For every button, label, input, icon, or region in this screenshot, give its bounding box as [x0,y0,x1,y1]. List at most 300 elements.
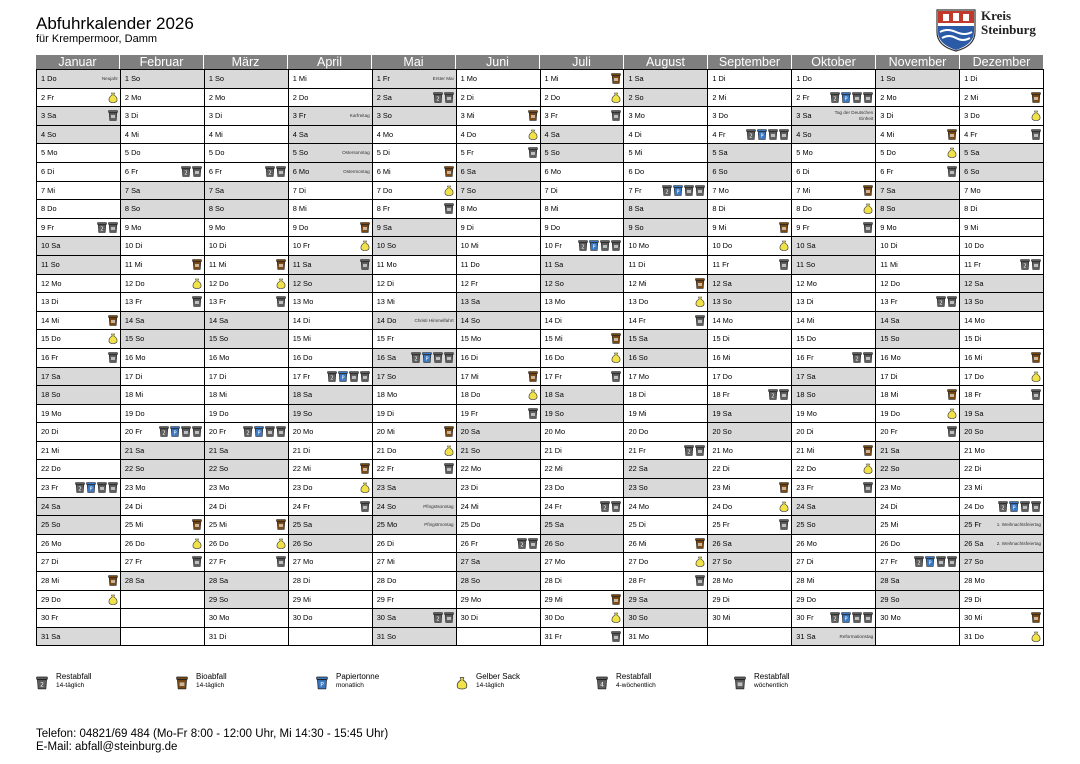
day-label: 10 Di [208,241,227,251]
day-cell [289,386,372,405]
day-label: 26 Mo [796,538,817,548]
day-cell [541,219,624,238]
day-label: 1 Mi [544,74,559,83]
day-label: 7 Do [376,185,393,195]
day-cell [624,386,707,405]
day-label: 17 Di [208,371,227,381]
pickup-icons [108,92,118,103]
day-cell [960,591,1043,610]
day-cell [373,237,456,256]
pickup-icons [695,556,705,567]
day-label: 21 Do [376,445,397,455]
day-cell [624,107,707,126]
day-cell [457,479,540,498]
holiday-label: 2. Weihnachtsfeiertag [996,540,1042,546]
day-cell [37,516,120,535]
day-label: 8 Do [796,204,812,214]
pickup-icons [327,371,370,382]
day-cell [960,628,1043,647]
day-cell [373,256,456,275]
pickup-icons [360,240,370,251]
pickup-icons [517,538,538,549]
restabfall-14-icon [830,92,840,103]
restabfall-weekly-icon [695,315,705,326]
svg-text:2: 2 [330,375,334,382]
day-label: 17 Mi [460,371,479,381]
day-label: 18 Mi [124,390,143,400]
day-label: 4 Do [460,129,477,139]
day-label: 20 Do [628,427,649,437]
day-cell [37,349,120,368]
day-label: 19 Mo [796,408,817,418]
day-cell [289,89,372,108]
day-cell [37,479,120,498]
pickup-icons [159,426,202,437]
bioabfall-icon [1031,92,1041,103]
day-cell [960,200,1043,219]
day-cell [205,405,288,424]
month-header: August [624,55,707,69]
restabfall-weekly-icon [276,166,286,177]
pickup-icons [914,556,957,567]
day-label: 9 Do [544,222,561,232]
restabfall-weekly-icon [1031,129,1041,140]
holiday-label: Erster Mai [432,76,454,81]
restabfall-14-icon [600,501,610,512]
day-label: 20 Mi [376,427,395,437]
month-header: Dezember [960,55,1043,69]
day-cell [205,126,288,145]
day-cell [541,609,624,628]
day-label: 2 Sa [376,92,392,102]
empty-cell [876,628,959,647]
bioabfall-icon [528,371,538,382]
day-cell [121,144,204,163]
svg-text:P: P [844,96,848,103]
restabfall-weekly-icon [265,426,275,437]
restabfall-weekly-icon [444,463,454,474]
day-cell [457,498,540,517]
day-label: 11 So [796,259,816,269]
svg-text:P: P [844,616,848,623]
day-label: 25 So [41,520,61,530]
day-label: 26 Sa [712,538,732,548]
day-cell [708,591,791,610]
day-label: 4 Fr [964,129,978,139]
day-label: 2 Mi [964,92,979,102]
day-cell [373,572,456,591]
restabfall-14-icon [517,538,527,549]
pickup-icons [863,463,873,474]
day-cell [373,553,456,572]
day-cell [541,460,624,479]
day-label: 7 Sa [208,185,225,195]
day-cell [205,182,288,201]
restabfall-14-icon [411,352,421,363]
day-label: 18 Fr [712,390,730,400]
day-label: 9 Do [292,222,309,232]
day-label: 28 Fr [628,576,646,586]
day-label: 3 Sa [796,111,812,121]
day-cell [708,423,791,442]
day-label: 27 Fr [208,557,227,567]
restabfall-weekly-icon [947,166,957,177]
restabfall-weekly-icon [108,482,118,493]
pickup-icons [1031,352,1041,363]
day-label: 21 Mi [796,445,815,455]
gelber-sack-icon [444,185,454,196]
day-label: 24 Di [124,501,143,511]
day-label: 18 So [796,390,816,400]
restabfall-14-icon [768,389,778,400]
month-header: November [876,55,959,69]
gelber-sack-icon [779,501,789,512]
restabfall-weekly-icon [433,352,443,363]
day-label: 19 So [544,408,564,418]
day-cell [121,572,204,591]
day-cell [708,368,791,387]
day-cell [708,219,791,238]
restabfall-weekly-icon [852,612,862,623]
day-cell [708,386,791,405]
day-label: 23 Mo [208,483,230,493]
day-cell [289,70,372,89]
day-cell [37,89,120,108]
day-cell [792,442,875,461]
day-label: 22 Di [712,464,730,474]
day-cell [708,256,791,275]
restabfall-weekly-icon [97,482,107,493]
svg-text:2: 2 [687,449,691,456]
day-cell [205,442,288,461]
restabfall-weekly-icon [779,129,789,140]
day-label: 11 Di [628,259,646,269]
day-label: 20 So [712,427,732,437]
day-cell [205,498,288,517]
day-label: 22 Fr [376,464,394,474]
pickup-icons [578,240,621,251]
day-label: 2 Do [544,92,561,102]
day-cell [373,219,456,238]
day-label: 10 Di [124,241,143,251]
bioabfall-icon [360,222,370,233]
day-label: 23 Do [292,483,313,493]
day-cell [960,163,1043,182]
day-label: 15 Mo [460,334,482,344]
day-cell [289,442,372,461]
restabfall-weekly-icon [695,185,705,196]
day-label: 21 Mi [41,445,60,455]
day-cell [624,312,707,331]
day-label: 15 Di [712,334,730,344]
day-cell [960,553,1043,572]
logo-line-steinburg: Steinburg [981,22,1036,37]
holiday-label: Ostermontag [343,168,370,174]
restabfall-weekly-icon [779,519,789,530]
day-cell [205,516,288,535]
day-label: 13 Di [41,297,59,307]
day-label: 16 Mo [124,352,146,362]
restabfall-weekly-icon [444,92,454,103]
day-label: 14 So [460,315,480,325]
day-cell [541,144,624,163]
day-label: 21 Sa [208,445,229,455]
day-label: 24 Do [712,501,733,511]
day-label: 5 Mi [628,148,643,158]
restabfall-14-icon [36,676,48,690]
pickup-icons [433,612,454,623]
papiertonne-icon [925,556,935,567]
day-cell [289,349,372,368]
day-cell [876,516,959,535]
day-cell [457,275,540,294]
pickup-icons [863,185,873,196]
pickup-icons [108,315,118,326]
day-label: 14 Sa [208,315,229,325]
pickup-icons [1031,371,1041,382]
restabfall-14-icon [914,556,924,567]
day-cell [457,442,540,461]
day-label: 18 Mi [208,390,227,400]
legend-frequency: 14-täglich [56,682,85,689]
restabfall-14-icon [159,426,169,437]
day-cell [960,535,1043,554]
day-cell [624,256,707,275]
legend [36,671,1044,697]
day-cell [457,460,540,479]
day-label: 24 Mo [628,501,649,511]
pickup-icons [192,259,202,270]
day-cell [121,386,204,405]
restabfall-weekly-icon [192,556,202,567]
day-label: 9 Fr [796,222,810,232]
day-label: 5 So [544,148,560,158]
day-cell [37,572,120,591]
day-label: 18 Do [460,390,481,400]
legend-frequency: 14-täglich [476,682,505,689]
day-label: 25 Mi [208,520,227,530]
coat-of-arms-icon [935,8,977,52]
contact-info [36,728,388,754]
day-label: 7 Sa [124,185,141,195]
pickup-icons [444,445,454,456]
day-label: 25 Sa [544,520,564,530]
svg-text:P: P [928,561,932,568]
day-label: 9 Fr [41,222,55,232]
day-label: 17 Di [124,371,143,381]
day-cell [792,498,875,517]
day-cell [624,442,707,461]
holiday-label: Neujahr [101,76,118,81]
day-cell [205,386,288,405]
day-cell [205,89,288,108]
day-cell [708,163,791,182]
day-cell [373,591,456,610]
month-header: Februar [120,55,203,69]
bioabfall-icon [192,519,202,530]
bioabfall-icon [1031,612,1041,623]
day-cell [792,535,875,554]
holiday-label: Karfreitag [349,113,370,119]
day-cell [792,126,875,145]
day-label: 23 Fr [41,483,59,493]
day-label: 6 Di [796,166,810,176]
day-label: 24 Fr [292,501,311,511]
day-cell [37,423,120,442]
day-cell [960,70,1043,89]
restabfall-weekly-icon [1020,501,1030,512]
restabfall-weekly-icon [444,352,454,363]
day-cell [205,70,288,89]
restabfall-weekly-icon [734,676,746,690]
day-cell [457,405,540,424]
bioabfall-icon [611,73,621,84]
pickup-icons [444,426,454,437]
day-cell [792,572,875,591]
pickup-icons [1020,259,1041,270]
pickup-icons [779,482,789,493]
day-cell [457,591,540,610]
day-cell [624,330,707,349]
day-cell [624,535,707,554]
calendar-days [36,69,1044,646]
day-cell [876,312,959,331]
day-cell [121,293,204,312]
day-label: 31 Sa [41,631,61,641]
svg-text:2: 2 [855,356,859,363]
day-label: 13 Mo [292,297,314,307]
day-label: 21 Fr [628,445,646,455]
restabfall-weekly-icon [936,556,946,567]
day-label: 13 Fr [208,297,227,307]
day-label: 1 Mi [292,74,307,83]
day-cell [121,368,204,387]
day-cell [960,609,1043,628]
svg-text:2: 2 [100,226,104,233]
day-cell [121,423,204,442]
day-label: 13 Fr [124,297,143,307]
day-cell [792,368,875,387]
day-cell [37,275,120,294]
pickup-icons [947,129,957,140]
day-label: 1 Sa [628,74,644,83]
day-cell [289,553,372,572]
day-label: 29 Mi [544,594,563,604]
day-label: 16 Mi [712,352,731,362]
day-cell [792,275,875,294]
gelber-sack-icon [1031,631,1041,642]
day-label: 27 Di [796,557,814,567]
day-cell [121,312,204,331]
day-cell [792,219,875,238]
holiday-label: Ostersonntag [342,150,370,156]
day-label: 20 Fr [880,427,898,437]
pickup-icons [276,278,286,289]
day-cell [205,368,288,387]
gelber-sack-icon [528,129,538,140]
pickup-icons [108,333,118,344]
day-cell [289,275,372,294]
day-cell [373,200,456,219]
day-cell [373,609,456,628]
day-label: 12 Sa [964,278,984,288]
day-label: 13 Sa [460,297,480,307]
svg-text:2: 2 [246,430,250,437]
pickup-icons [684,445,705,456]
day-label: 17 Di [880,371,898,381]
day-label: 17 Do [964,371,984,381]
day-cell [205,144,288,163]
restabfall-14-icon [746,129,756,140]
restabfall-14-icon [265,166,275,177]
empty-cell [708,628,791,647]
day-label: 15 Mi [292,334,311,344]
calendar-grid [36,55,1044,646]
legend-frequency: 4-wöchentlich [616,682,656,689]
day-cell [624,628,707,647]
bioabfall-icon [444,166,454,177]
day-label: 22 Di [964,464,982,474]
pickup-icons [611,92,621,103]
restabfall-weekly-icon [684,185,694,196]
svg-text:2: 2 [917,561,921,568]
restabfall-weekly-icon [600,240,610,251]
day-cell [541,89,624,108]
day-cell [457,293,540,312]
day-label: 9 Sa [376,222,392,232]
day-cell [121,460,204,479]
pickup-icons [360,259,370,270]
day-label: 2 Mo [880,92,897,102]
day-cell [205,312,288,331]
restabfall-weekly-icon [528,538,538,549]
day-cell [624,293,707,312]
day-cell [876,163,959,182]
day-label: 28 Di [544,576,562,586]
day-cell [457,182,540,201]
day-label: 20 Sa [460,427,480,437]
day-label: 16 Mo [880,352,901,362]
day-label: 15 Do [41,334,61,344]
pickup-icons [276,259,286,270]
day-label: 3 Di [880,111,894,121]
day-cell [792,89,875,108]
day-cell [876,237,959,256]
restabfall-weekly-icon [108,352,118,363]
day-label: 30 Sa [376,613,397,623]
pickup-icons [947,147,957,158]
pickup-icons [108,575,118,586]
day-label: 11 Do [460,259,480,269]
day-cell [876,275,959,294]
svg-text:2: 2 [268,170,272,177]
pickup-icons [192,296,202,307]
papiertonne-icon [316,676,328,690]
bioabfall-icon [863,445,873,456]
day-label: 10 Sa [41,241,61,251]
day-cell [37,535,120,554]
day-label: 25 Sa [292,520,313,530]
day-label: 3 Mi [460,111,475,121]
svg-text:2: 2 [184,170,188,177]
gelber-sack-icon [611,92,621,103]
gelber-sack-icon [192,278,202,289]
day-cell [121,182,204,201]
pickup-icons [243,426,286,437]
day-label: 24 Do [964,501,984,511]
day-label: 28 Sa [124,576,145,586]
day-cell [876,349,959,368]
